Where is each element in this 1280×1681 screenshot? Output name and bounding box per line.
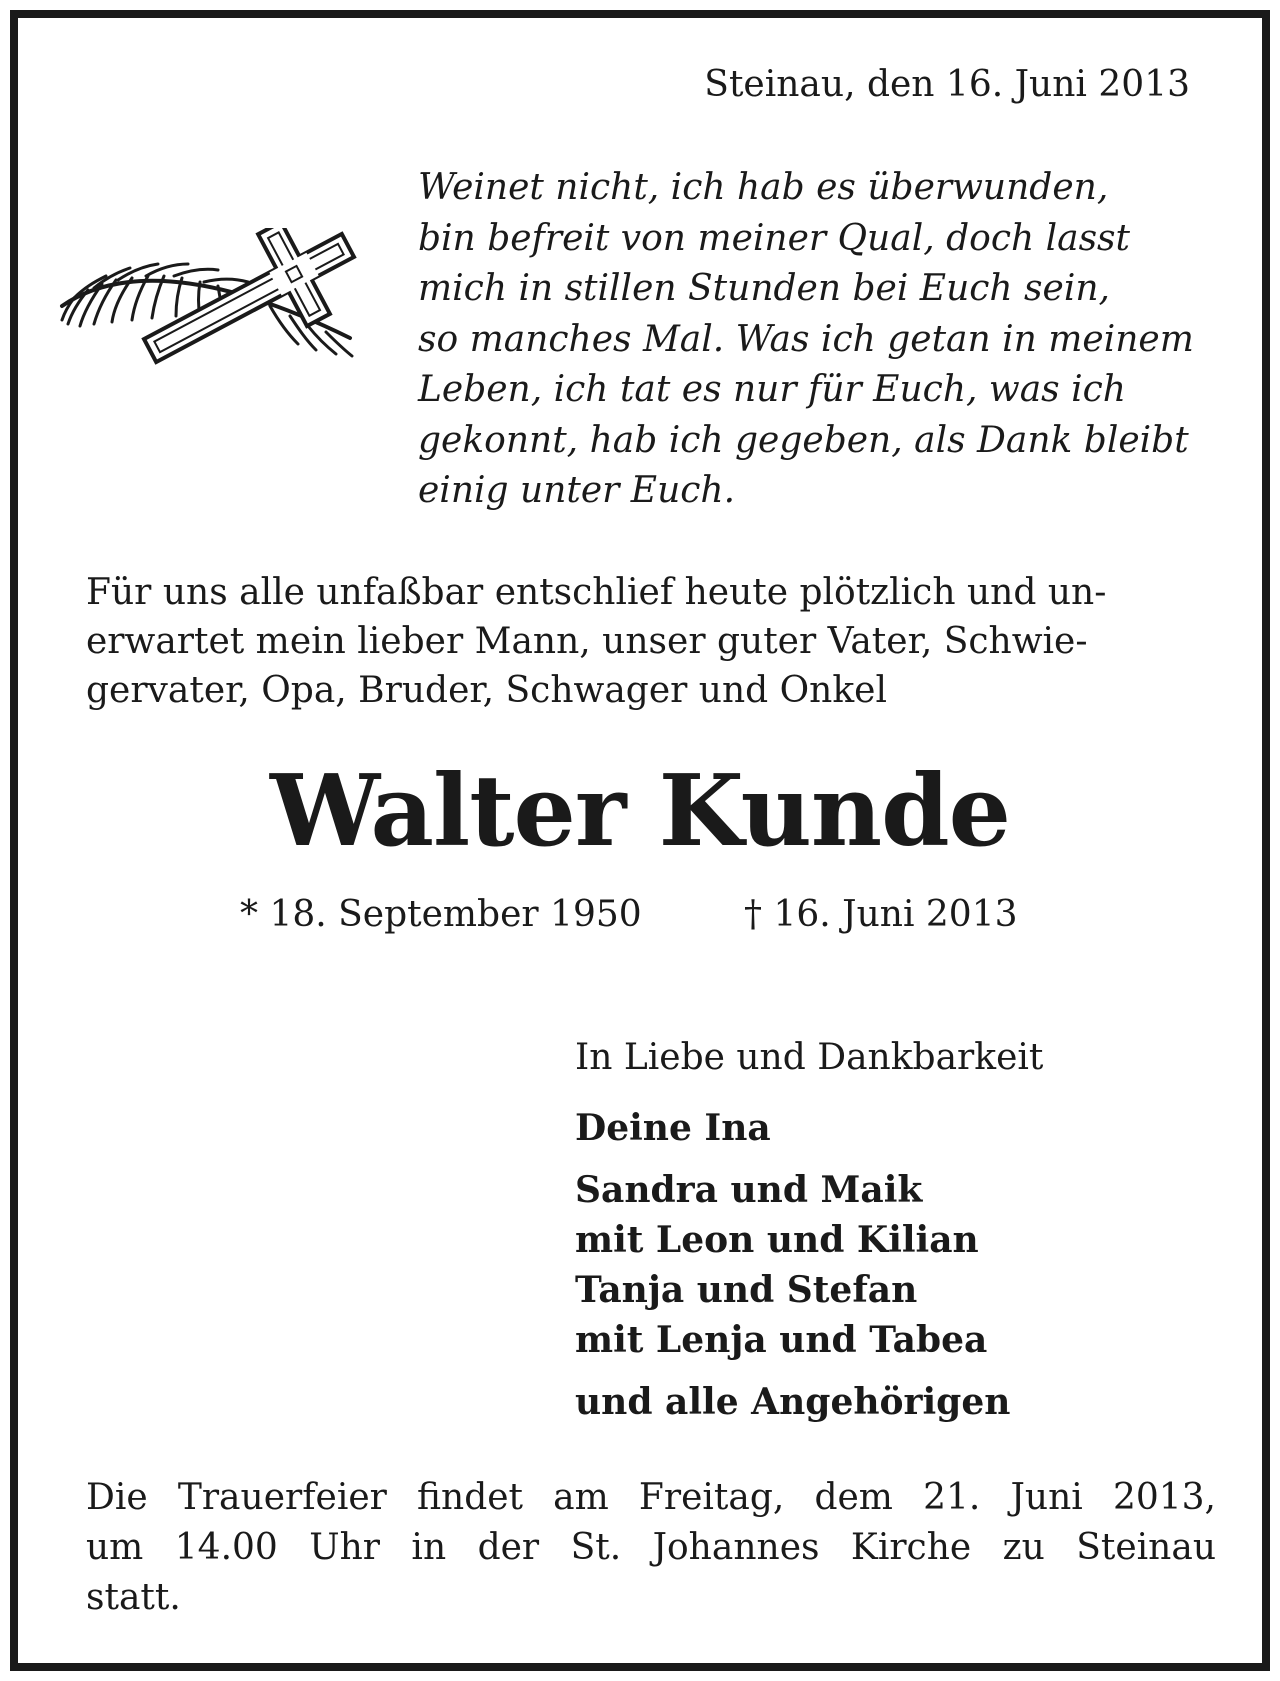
service-line: um 14.00 Uhr in der St. Johannes Kirche zu Steinau xyxy=(86,1527,1216,1568)
mourner-entry: Deine Ina xyxy=(575,1107,771,1149)
mourner-entry: mit Leon und Kilian xyxy=(575,1219,979,1261)
mourners-list xyxy=(575,1103,1010,1427)
deceased-name: Walter Kunde xyxy=(269,754,1011,869)
announcement-line: Für uns alle unfaßbar entschlief heute plötzlich und un- xyxy=(86,572,1107,613)
poem-line: Weinet nicht, ich hab es überwunden, xyxy=(418,167,1109,208)
death-announcement xyxy=(86,568,1216,715)
mourner-entry: mit Lenja und Tabea xyxy=(575,1319,988,1361)
place-date: Steinau, den 16. Juni 2013 xyxy=(704,64,1190,105)
signoff: In Liebe und Dankbarkeit xyxy=(575,1037,1044,1078)
poem-line: einig unter Euch. xyxy=(418,470,736,511)
announcement-line: erwartet mein lieber Mann, unser guter Vater, Schwie- xyxy=(86,621,1088,662)
poem-line: Leben, ich tat es nur für Euch, was ich xyxy=(418,369,1126,410)
service-line: statt. xyxy=(86,1577,181,1618)
announcement-line: gervater, Opa, Bruder, Schwager und Onkel xyxy=(86,670,887,711)
service-line: Die Trauerfeier findet am Freitag, dem 21. Juni 2013, xyxy=(86,1477,1216,1518)
birth-date: * 18. September 1950 xyxy=(240,894,642,935)
memorial-poem xyxy=(418,163,1218,517)
cross-palm-branch-icon xyxy=(54,228,374,378)
poem-line: bin befreit von meiner Qual, doch lasst xyxy=(418,217,1131,259)
death-date: † 16. Juni 2013 xyxy=(744,894,1018,935)
funeral-service-info xyxy=(86,1473,1216,1623)
mourner-entry: Sandra und Maik xyxy=(575,1169,923,1211)
mourner-entry: Tanja und Stefan xyxy=(575,1269,918,1311)
mourner-entry: und alle Angehörigen xyxy=(575,1381,1011,1423)
poem-line: gekonnt, hab ich gegeben, als Dank bleibt xyxy=(418,419,1189,461)
poem-line: mich in stillen Stunden bei Euch sein, xyxy=(418,268,1110,309)
obituary-notice xyxy=(18,18,1262,1663)
poem-line: so manches Mal. Was ich getan in meinem xyxy=(418,318,1194,360)
